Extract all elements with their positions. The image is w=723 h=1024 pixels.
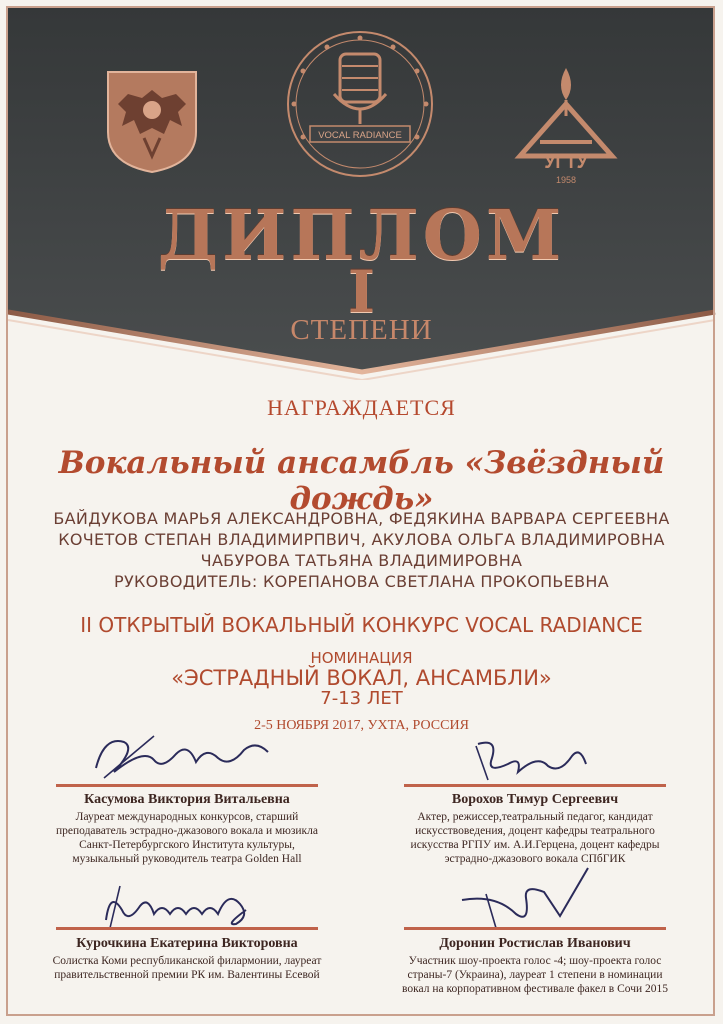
signatory-name-2: Ворохов Тимур Сергеевич [451,792,619,807]
signature-line-4 [404,927,666,930]
university-abbr: УГТУ [544,152,588,172]
contest-title: II ОТКРЫТЫЙ ВОКАЛЬНЫЙ КОНКУРС VOCAL RADIANCE [80,613,643,637]
degree-numeral: I [347,258,376,326]
signatory-desc-line: вокал на корпоративном фестивале факел в Сочи 2015 [401,983,669,995]
nomination-name: «ЭСТРАДНЫЙ ВОКАЛ, АНСАМБЛИ» [171,666,552,690]
ensemble-name: Вокальный ансамбль «Звёздный дождь» [58,445,665,517]
signature-2 [468,734,598,786]
degree-word: СТЕПЕНИ [290,314,433,346]
nomination-label: НОМИНАЦИЯ [310,649,413,667]
signatory-desc-line: Лауреат международных конкурсов, старший [75,811,299,823]
member-line: ЧАБУРОВА ТАТЬЯНА ВЛАДИМИРОВНА [200,551,523,570]
signature-1 [84,728,284,788]
signature-4 [456,864,596,934]
university-logo-icon [496,56,636,188]
awarded-label: НАГРАЖДАЕТСЯ [267,395,456,420]
member-line: БАЙДУКОВА МАРЬЯ АЛЕКСАНДРОВНА, ФЕДЯКИНА ВАРВАРА СЕРГЕЕВНА [53,509,670,528]
signatory-desc-line: преподаватель эстрадно-джазового вокала и мюзикла [55,825,318,837]
signatory-desc-line: страны-7 (Украина), лауреат 1 степени в номинации [407,969,663,981]
members-list [0,508,723,592]
coat-of-arms-icon [104,68,200,176]
signatory-desc-line: правительственной премии РК им. Валентины Есевой [54,969,320,981]
signatory-desc-1 [30,810,344,866]
signatory-desc-line: Актер, режиссер,театральный педагог, кандидат [417,811,653,823]
signatory-name-3: Курочкина Екатерина Викторовна [76,936,298,951]
signature-3 [96,880,266,932]
date-place: 2-5 НОЯБРЯ 2017, УХТА, РОССИЯ [254,718,469,733]
leader-line: РУКОВОДИТЕЛЬ: КОРЕПАНОВА СВЕТЛАНА ПРОКОПЬЕВНА [114,572,609,591]
signatory-desc-line: Солистка Коми республиканской филармонии, лауреат [52,955,322,967]
signature-line-3 [56,927,318,930]
signatory-desc-line: искусства РГПУ им. А.И.Герцена, доцент кафедры [410,839,660,851]
signatory-name-1: Касумова Виктория Витальевна [84,792,290,807]
signatory-desc-3 [30,954,344,982]
diploma-title: ДИПЛОМ [157,196,566,276]
age-group: 7-13 ЛЕТ [320,688,403,709]
signatory-desc-2 [378,810,692,866]
vocal-radiance-logo-text: VOCAL RADIANCE [318,130,402,141]
signatory-desc-line: эстрадно-джазового вокала СПбГИК [444,853,626,865]
signatory-desc-line: искусствоведения, доцент кафедры театрального [415,825,655,837]
university-year: 1958 [555,175,577,185]
signature-line-2 [404,784,666,787]
signatory-desc-line: Санкт-Петербургского Института культуры, [79,839,295,851]
vocal-radiance-logo-icon [284,28,436,180]
signatory-desc-line: Участник шоу-проекта голос -4; шоу-проекта голос [408,955,662,967]
signature-line-1 [56,784,318,787]
signatory-name-4: Доронин Ростислав Иванович [439,936,631,951]
member-line: КОЧЕТОВ СТЕПАН ВЛАДИМИРПВИЧ, АКУЛОВА ОЛЬГА ВЛАДИМИРОВНА [58,530,665,549]
signatory-desc-4 [378,954,692,996]
signatory-desc-line: музыкальный руководитель театра Golden Hall [72,853,302,865]
nomination-block [0,650,723,709]
